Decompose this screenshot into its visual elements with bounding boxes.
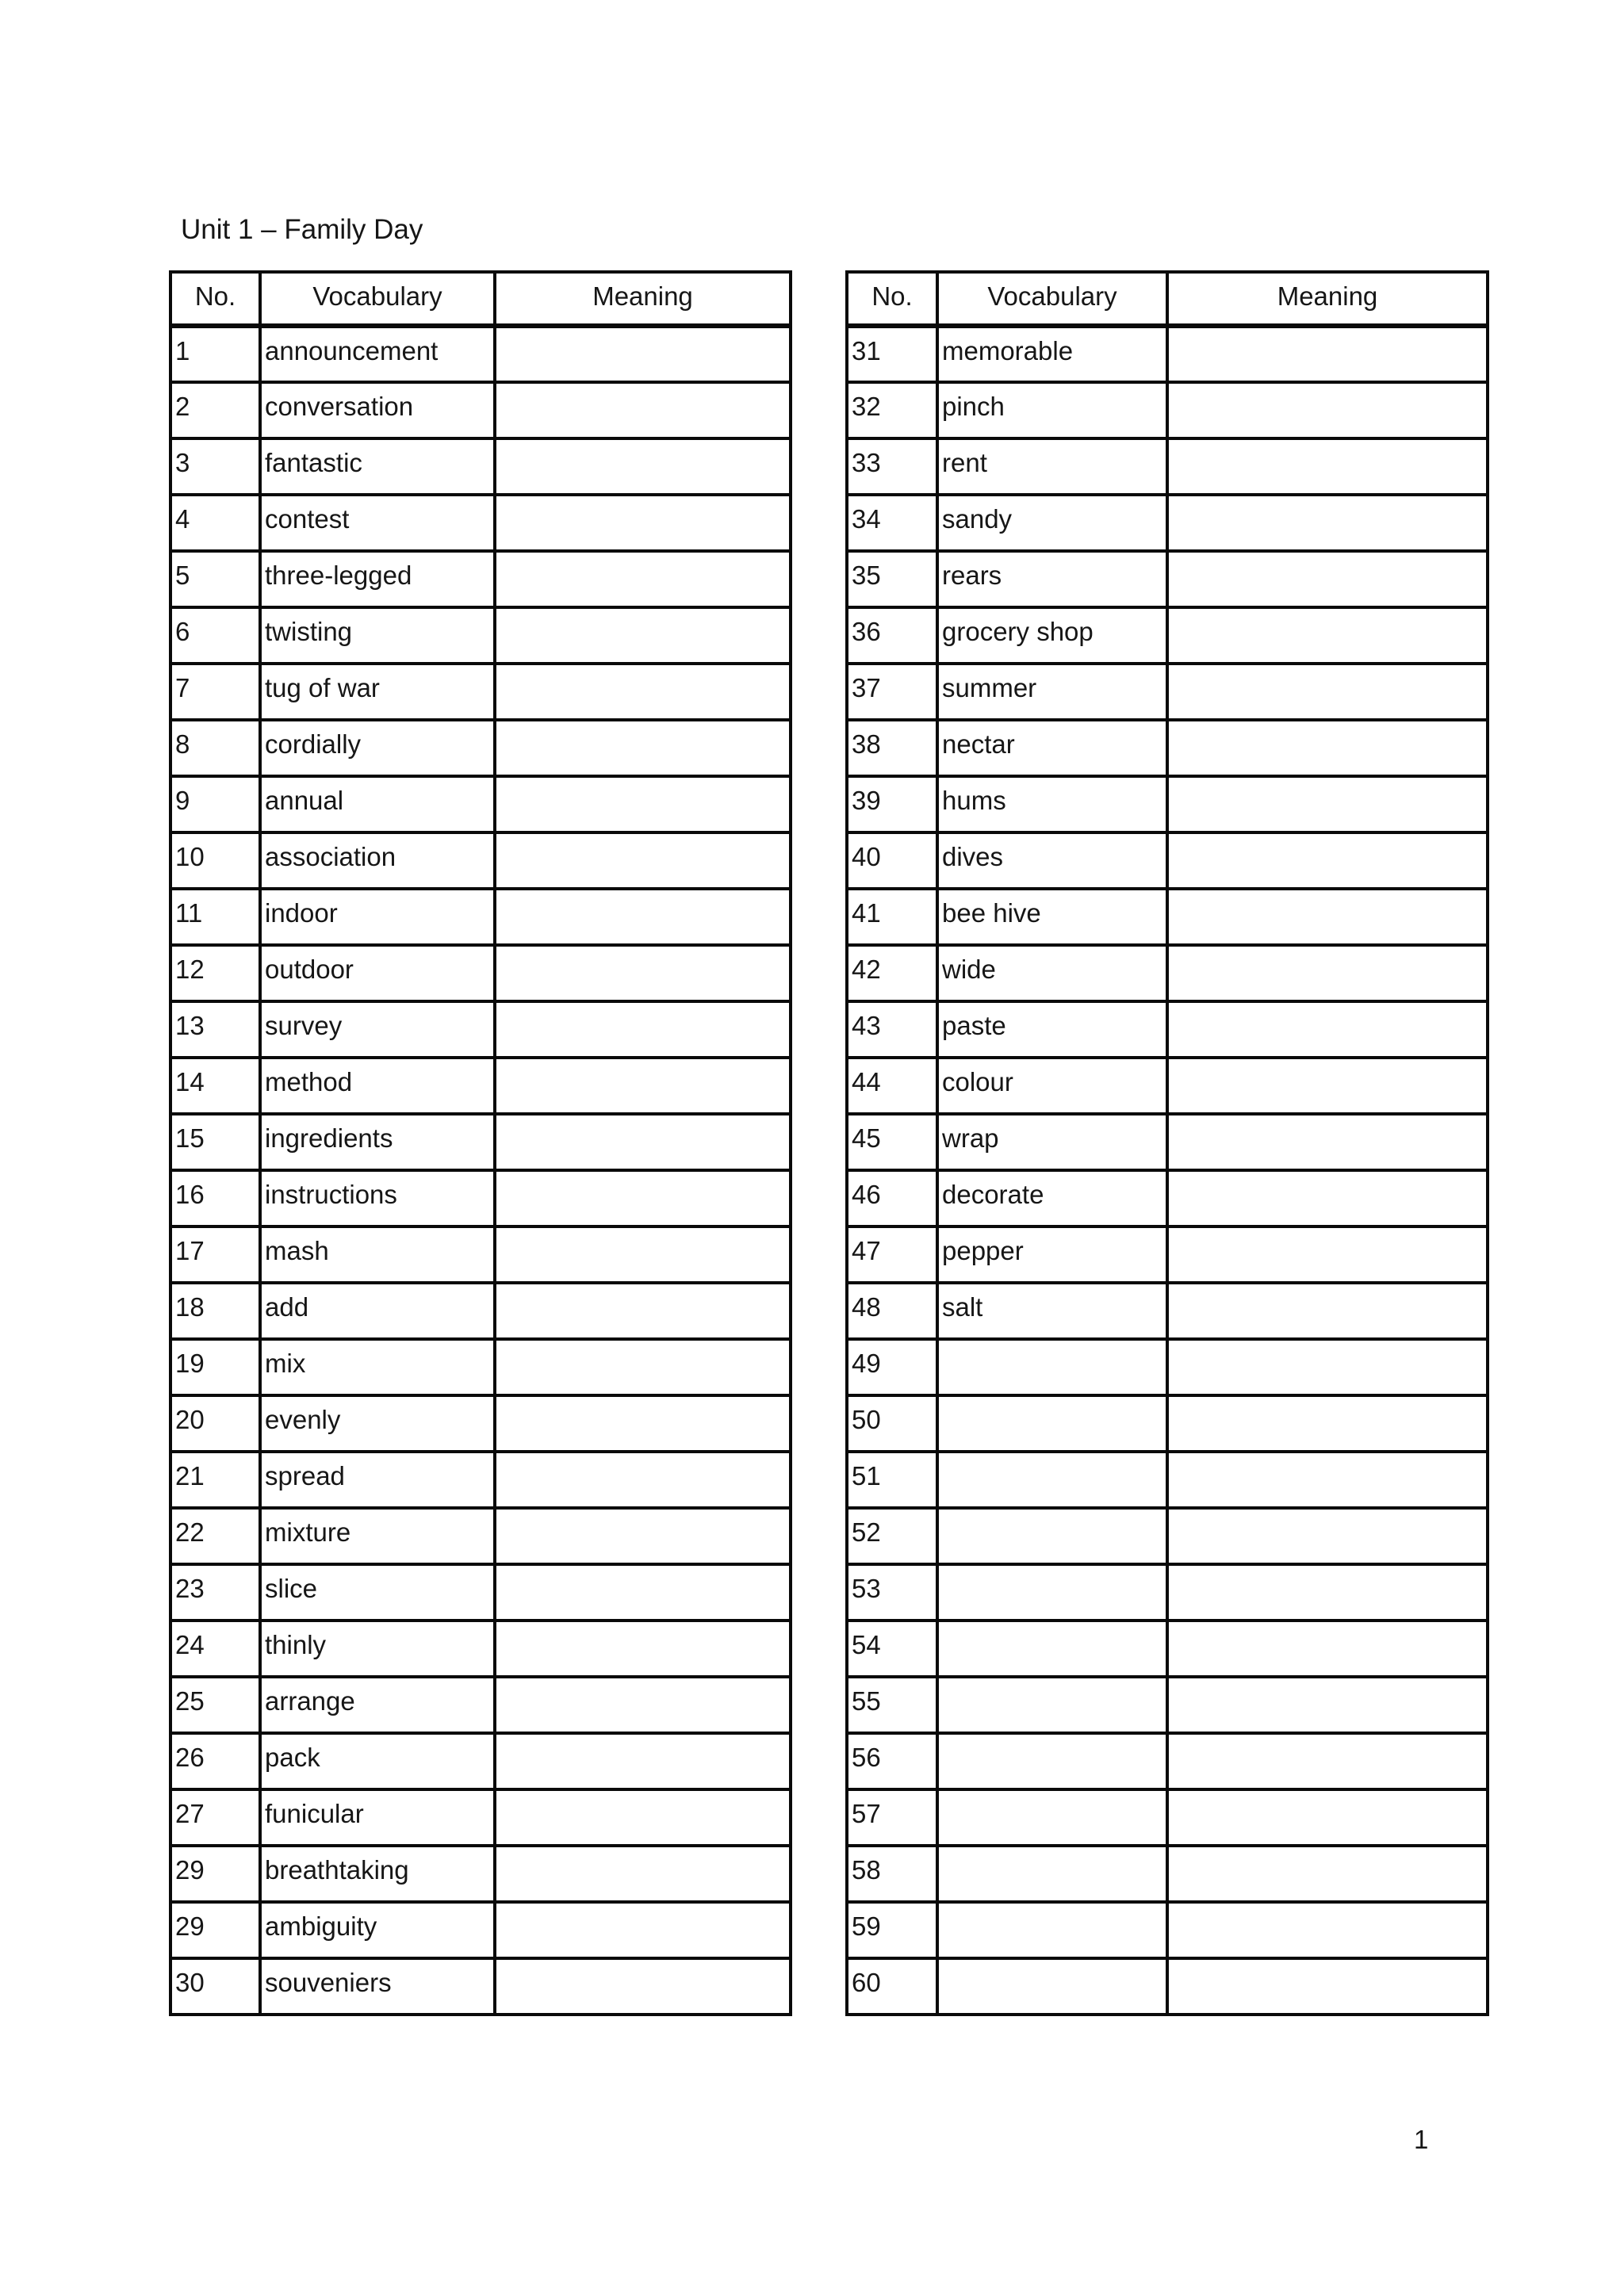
- vocabulary-cell: [937, 1452, 1167, 1508]
- row-number-cell: 37: [847, 664, 937, 720]
- vocabulary-cell: breathtaking: [260, 1846, 495, 1902]
- meaning-cell: [1167, 1958, 1488, 2015]
- row-number-cell: 8: [170, 720, 260, 776]
- table-row: [847, 1902, 1488, 1958]
- vocabulary-cell: indoor: [260, 889, 495, 945]
- table-row: [170, 945, 791, 1001]
- table-row: [170, 607, 791, 664]
- table-row: [847, 1226, 1488, 1283]
- row-number-cell: 10: [170, 832, 260, 889]
- table-row: [847, 832, 1488, 889]
- row-number-cell: 30: [170, 1958, 260, 2015]
- table-row: [170, 1339, 791, 1395]
- row-number-cell: 27: [170, 1789, 260, 1846]
- meaning-cell: [495, 1452, 791, 1508]
- vocabulary-cell: add: [260, 1283, 495, 1339]
- meaning-cell: [1167, 945, 1488, 1001]
- vocabulary-cell: funicular: [260, 1789, 495, 1846]
- meaning-cell: [1167, 832, 1488, 889]
- row-number-cell: 19: [170, 1339, 260, 1395]
- meaning-cell: [1167, 1452, 1488, 1508]
- row-number-cell: 13: [170, 1001, 260, 1058]
- row-number-cell: 48: [847, 1283, 937, 1339]
- row-number-cell: 35: [847, 551, 937, 607]
- meaning-cell: [495, 1058, 791, 1114]
- vocabulary-cell: salt: [937, 1283, 1167, 1339]
- meaning-cell: [495, 382, 791, 438]
- vocabulary-cell: hums: [937, 776, 1167, 832]
- row-number-cell: 41: [847, 889, 937, 945]
- vocabulary-cell: annual: [260, 776, 495, 832]
- vocabulary-cell: dives: [937, 832, 1167, 889]
- table-row: [847, 1170, 1488, 1226]
- meaning-cell: [495, 889, 791, 945]
- table-row: [847, 776, 1488, 832]
- meaning-cell: [1167, 1058, 1488, 1114]
- vocab-table-right: [845, 270, 1489, 2016]
- vocabulary-cell: [937, 1621, 1167, 1677]
- row-number-cell: 2: [170, 382, 260, 438]
- vocabulary-cell: outdoor: [260, 945, 495, 1001]
- vocabulary-cell: twisting: [260, 607, 495, 664]
- meaning-cell: [1167, 326, 1488, 382]
- row-number-cell: 53: [847, 1564, 937, 1621]
- row-number-cell: 59: [847, 1902, 937, 1958]
- row-number-cell: 11: [170, 889, 260, 945]
- table-row: [170, 664, 791, 720]
- meaning-cell: [495, 1395, 791, 1452]
- vocabulary-cell: memorable: [937, 326, 1167, 382]
- table-row: [847, 1508, 1488, 1564]
- table-row: [847, 1677, 1488, 1733]
- column-header-vocabulary: Vocabulary: [260, 272, 495, 326]
- row-number-cell: 7: [170, 664, 260, 720]
- row-number-cell: 1: [170, 326, 260, 382]
- meaning-cell: [495, 495, 791, 551]
- row-number-cell: 4: [170, 495, 260, 551]
- row-number-cell: 5: [170, 551, 260, 607]
- vocabulary-cell: summer: [937, 664, 1167, 720]
- vocab-table-left: [169, 270, 792, 2016]
- row-number-cell: 16: [170, 1170, 260, 1226]
- vocabulary-cell: ingredients: [260, 1114, 495, 1170]
- meaning-cell: [1167, 1395, 1488, 1452]
- row-number-cell: 21: [170, 1452, 260, 1508]
- meaning-cell: [1167, 1170, 1488, 1226]
- vocabulary-cell: announcement: [260, 326, 495, 382]
- meaning-cell: [495, 1677, 791, 1733]
- row-number-cell: 12: [170, 945, 260, 1001]
- row-number-cell: 29: [170, 1902, 260, 1958]
- meaning-cell: [495, 1114, 791, 1170]
- row-number-cell: 6: [170, 607, 260, 664]
- row-number-cell: 23: [170, 1564, 260, 1621]
- table-row: [170, 382, 791, 438]
- vocabulary-cell: contest: [260, 495, 495, 551]
- table-row: [170, 1283, 791, 1339]
- table-row: [170, 1789, 791, 1846]
- vocabulary-cell: [937, 1564, 1167, 1621]
- meaning-cell: [495, 1733, 791, 1789]
- row-number-cell: 58: [847, 1846, 937, 1902]
- table-row: [170, 1452, 791, 1508]
- row-number-cell: 56: [847, 1733, 937, 1789]
- table-row: [170, 1902, 791, 1958]
- table-row: [847, 607, 1488, 664]
- table-row: [170, 1170, 791, 1226]
- table-row: [847, 326, 1488, 382]
- table-row: [170, 720, 791, 776]
- meaning-cell: [495, 551, 791, 607]
- vocabulary-cell: [937, 1339, 1167, 1395]
- meaning-cell: [495, 438, 791, 495]
- meaning-cell: [495, 1226, 791, 1283]
- row-number-cell: 26: [170, 1733, 260, 1789]
- row-number-cell: 39: [847, 776, 937, 832]
- vocabulary-cell: [937, 1902, 1167, 1958]
- meaning-cell: [1167, 495, 1488, 551]
- table-row: [847, 1001, 1488, 1058]
- vocabulary-cell: pack: [260, 1733, 495, 1789]
- row-number-cell: 33: [847, 438, 937, 495]
- row-number-cell: 34: [847, 495, 937, 551]
- vocabulary-cell: rears: [937, 551, 1167, 607]
- meaning-cell: [1167, 1339, 1488, 1395]
- vocabulary-cell: tug of war: [260, 664, 495, 720]
- row-number-cell: 31: [847, 326, 937, 382]
- column-header-meaning: Meaning: [1167, 272, 1488, 326]
- table-row: [847, 1452, 1488, 1508]
- vocabulary-cell: instructions: [260, 1170, 495, 1226]
- column-header-no: No.: [170, 272, 260, 326]
- meaning-cell: [1167, 776, 1488, 832]
- table-row: [170, 1395, 791, 1452]
- vocabulary-cell: nectar: [937, 720, 1167, 776]
- vocabulary-cell: pinch: [937, 382, 1167, 438]
- vocabulary-cell: thinly: [260, 1621, 495, 1677]
- row-number-cell: 3: [170, 438, 260, 495]
- table-row: [847, 1283, 1488, 1339]
- vocabulary-cell: rent: [937, 438, 1167, 495]
- column-header-meaning: Meaning: [495, 272, 791, 326]
- table-row: [847, 438, 1488, 495]
- table-row: [170, 1733, 791, 1789]
- page-title: Unit 1 – Family Day: [181, 214, 423, 246]
- meaning-cell: [495, 1170, 791, 1226]
- meaning-cell: [1167, 1283, 1488, 1339]
- meaning-cell: [495, 1283, 791, 1339]
- meaning-cell: [1167, 382, 1488, 438]
- table-header-row: [847, 272, 1488, 326]
- meaning-cell: [495, 1508, 791, 1564]
- vocabulary-cell: sandy: [937, 495, 1167, 551]
- row-number-cell: 54: [847, 1621, 937, 1677]
- vocabulary-cell: bee hive: [937, 889, 1167, 945]
- row-number-cell: 15: [170, 1114, 260, 1170]
- meaning-cell: [1167, 1789, 1488, 1846]
- row-number-cell: 29: [170, 1846, 260, 1902]
- page-number: 1: [1414, 2125, 1429, 2154]
- meaning-cell: [495, 776, 791, 832]
- column-header-vocabulary: Vocabulary: [937, 272, 1167, 326]
- row-number-cell: 50: [847, 1395, 937, 1452]
- vocabulary-cell: decorate: [937, 1170, 1167, 1226]
- row-number-cell: 57: [847, 1789, 937, 1846]
- row-number-cell: 60: [847, 1958, 937, 2015]
- row-number-cell: 17: [170, 1226, 260, 1283]
- meaning-cell: [1167, 551, 1488, 607]
- table-row: [847, 1621, 1488, 1677]
- row-number-cell: 42: [847, 945, 937, 1001]
- table-row: [847, 551, 1488, 607]
- meaning-cell: [495, 664, 791, 720]
- meaning-cell: [495, 720, 791, 776]
- vocabulary-cell: ambiguity: [260, 1902, 495, 1958]
- vocabulary-cell: pepper: [937, 1226, 1167, 1283]
- table-row: [170, 1677, 791, 1733]
- vocabulary-cell: arrange: [260, 1677, 495, 1733]
- table-row: [170, 551, 791, 607]
- table-row: [170, 438, 791, 495]
- vocabulary-cell: mash: [260, 1226, 495, 1283]
- row-number-cell: 36: [847, 607, 937, 664]
- meaning-cell: [1167, 1846, 1488, 1902]
- meaning-cell: [495, 1339, 791, 1395]
- vocabulary-cell: grocery shop: [937, 607, 1167, 664]
- meaning-cell: [1167, 1001, 1488, 1058]
- meaning-cell: [495, 326, 791, 382]
- row-number-cell: 32: [847, 382, 937, 438]
- meaning-cell: [495, 607, 791, 664]
- vocabulary-cell: evenly: [260, 1395, 495, 1452]
- table-row: [170, 1958, 791, 2015]
- table-row: [170, 1564, 791, 1621]
- meaning-cell: [1167, 1677, 1488, 1733]
- table-row: [847, 1846, 1488, 1902]
- meaning-cell: [1167, 1733, 1488, 1789]
- vocabulary-cell: spread: [260, 1452, 495, 1508]
- row-number-cell: 40: [847, 832, 937, 889]
- column-header-no: No.: [847, 272, 937, 326]
- table-row: [847, 1958, 1488, 2015]
- vocabulary-cell: [937, 1789, 1167, 1846]
- vocabulary-cell: [937, 1677, 1167, 1733]
- table-row: [170, 832, 791, 889]
- vocabulary-cell: mix: [260, 1339, 495, 1395]
- row-number-cell: 20: [170, 1395, 260, 1452]
- row-number-cell: 22: [170, 1508, 260, 1564]
- table-row: [847, 1395, 1488, 1452]
- vocabulary-cell: paste: [937, 1001, 1167, 1058]
- row-number-cell: 45: [847, 1114, 937, 1170]
- row-number-cell: 52: [847, 1508, 937, 1564]
- row-number-cell: 25: [170, 1677, 260, 1733]
- vocabulary-cell: association: [260, 832, 495, 889]
- vocabulary-cell: conversation: [260, 382, 495, 438]
- vocabulary-cell: cordially: [260, 720, 495, 776]
- table-row: [847, 720, 1488, 776]
- meaning-cell: [495, 1564, 791, 1621]
- meaning-cell: [1167, 1564, 1488, 1621]
- table-row: [847, 1339, 1488, 1395]
- row-number-cell: 55: [847, 1677, 937, 1733]
- meaning-cell: [1167, 1621, 1488, 1677]
- table-row: [847, 945, 1488, 1001]
- row-number-cell: 9: [170, 776, 260, 832]
- vocabulary-cell: [937, 1846, 1167, 1902]
- row-number-cell: 47: [847, 1226, 937, 1283]
- meaning-cell: [495, 1001, 791, 1058]
- vocabulary-cell: slice: [260, 1564, 495, 1621]
- table-row: [170, 1508, 791, 1564]
- table-row: [847, 889, 1488, 945]
- meaning-cell: [1167, 1226, 1488, 1283]
- vocabulary-cell: method: [260, 1058, 495, 1114]
- table-row: [847, 495, 1488, 551]
- meaning-cell: [495, 832, 791, 889]
- table-row: [847, 1114, 1488, 1170]
- vocabulary-cell: mixture: [260, 1508, 495, 1564]
- table-row: [847, 382, 1488, 438]
- row-number-cell: 44: [847, 1058, 937, 1114]
- vocabulary-cell: colour: [937, 1058, 1167, 1114]
- table-row: [170, 1058, 791, 1114]
- table-row: [847, 664, 1488, 720]
- table-row: [170, 889, 791, 945]
- row-number-cell: 18: [170, 1283, 260, 1339]
- table-row: [170, 495, 791, 551]
- meaning-cell: [1167, 664, 1488, 720]
- table-row: [170, 1001, 791, 1058]
- meaning-cell: [1167, 607, 1488, 664]
- table-header-row: [170, 272, 791, 326]
- table-row: [170, 776, 791, 832]
- table-row: [847, 1733, 1488, 1789]
- meaning-cell: [495, 1621, 791, 1677]
- table-row: [170, 1621, 791, 1677]
- vocabulary-cell: [937, 1508, 1167, 1564]
- meaning-cell: [1167, 720, 1488, 776]
- meaning-cell: [495, 945, 791, 1001]
- vocabulary-cell: [937, 1958, 1167, 2015]
- vocabulary-cell: survey: [260, 1001, 495, 1058]
- meaning-cell: [1167, 889, 1488, 945]
- row-number-cell: 51: [847, 1452, 937, 1508]
- meaning-cell: [1167, 1114, 1488, 1170]
- row-number-cell: 14: [170, 1058, 260, 1114]
- table-row: [847, 1789, 1488, 1846]
- vocabulary-cell: three-legged: [260, 551, 495, 607]
- row-number-cell: 49: [847, 1339, 937, 1395]
- vocabulary-cell: fantastic: [260, 438, 495, 495]
- row-number-cell: 24: [170, 1621, 260, 1677]
- table-row: [847, 1564, 1488, 1621]
- table-row: [170, 1114, 791, 1170]
- vocabulary-cell: [937, 1733, 1167, 1789]
- vocabulary-cell: wide: [937, 945, 1167, 1001]
- table-row: [170, 326, 791, 382]
- meaning-cell: [1167, 1902, 1488, 1958]
- row-number-cell: 38: [847, 720, 937, 776]
- table-row: [170, 1846, 791, 1902]
- meaning-cell: [495, 1846, 791, 1902]
- vocabulary-cell: [937, 1395, 1167, 1452]
- row-number-cell: 43: [847, 1001, 937, 1058]
- vocabulary-cell: souveniers: [260, 1958, 495, 2015]
- meaning-cell: [1167, 438, 1488, 495]
- row-number-cell: 46: [847, 1170, 937, 1226]
- meaning-cell: [495, 1789, 791, 1846]
- table-row: [847, 1058, 1488, 1114]
- meaning-cell: [495, 1958, 791, 2015]
- vocabulary-cell: wrap: [937, 1114, 1167, 1170]
- table-row: [170, 1226, 791, 1283]
- meaning-cell: [495, 1902, 791, 1958]
- meaning-cell: [1167, 1508, 1488, 1564]
